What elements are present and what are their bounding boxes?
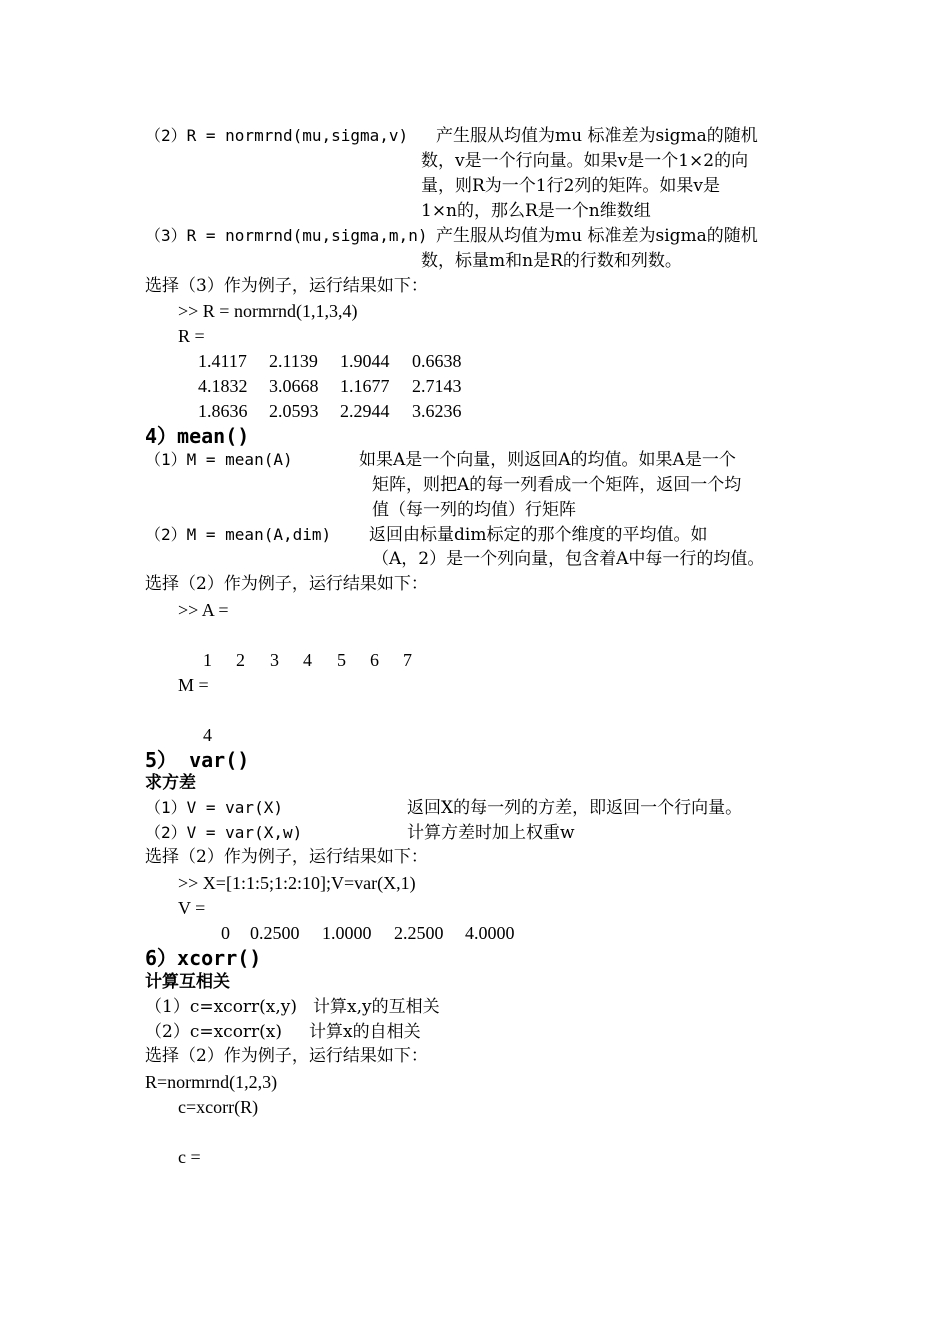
array-value: 4 <box>303 650 312 670</box>
xcorr-item2-desc: 计算x的自相关 <box>309 1022 421 1042</box>
result-value: 0 <box>221 923 230 943</box>
mean-command: >> A = <box>178 600 229 620</box>
mean-result-value: 4 <box>203 725 212 745</box>
normrnd-item2-desc-line1: 产生服从均值为mu 标准差为sigma的随机 <box>436 126 758 146</box>
mean-item1-signature: （1）M = mean(A) <box>145 450 293 469</box>
mean-item2-desc-line1: 返回由标量dim标定的那个维度的平均值。如 <box>369 525 708 545</box>
matrix-cell: 1.4117 <box>198 351 247 371</box>
mean-item2-signature: （2）M = mean(A,dim) <box>145 525 332 544</box>
matrix-cell: 0.6638 <box>412 351 462 371</box>
normrnd-example-intro: 选择（3）作为例子，运行结果如下： <box>145 276 428 296</box>
array-value: 6 <box>370 650 379 670</box>
normrnd-item2-desc-line4: 1×n的，那么R是一个n维数组 <box>421 201 651 221</box>
normrnd-item2-signature: （2）R = normrnd(mu,sigma,v) <box>145 126 409 145</box>
xcorr-result-label: c = <box>178 1147 201 1167</box>
mean-item1-desc-line2: 矩阵，则把A的每一列看成一个矩阵，返回一个均 <box>372 475 742 495</box>
array-value: 7 <box>403 650 412 670</box>
result-value: 0.2500 <box>250 923 300 943</box>
xcorr-command-1: R=normrnd(1,2,3) <box>145 1072 278 1092</box>
var-item2-desc: 计算方差时加上权重w <box>407 823 575 843</box>
xcorr-item1-signature: （1）c=xcorr(x,y) <box>145 997 298 1017</box>
normrnd-item2-desc-line2: 数，v是一个行向量。如果v是一个1×2的向 <box>421 151 749 171</box>
matrix-cell: 2.1139 <box>269 351 318 371</box>
xcorr-subheading: 计算互相关 <box>145 972 230 992</box>
normrnd-command: >> R = normrnd(1,1,3,4) <box>178 301 358 321</box>
result-value: 4.0000 <box>465 923 515 943</box>
var-result-label: V = <box>178 898 206 918</box>
mean-item1-desc-line1: 如果A是一个向量，则返回A的均值。如果A是一个 <box>359 450 736 470</box>
array-value: 2 <box>236 650 245 670</box>
xcorr-example-intro: 选择（2）作为例子，运行结果如下： <box>145 1046 428 1066</box>
var-subheading: 求方差 <box>145 773 196 793</box>
mean-item1-desc-line3: 值（每一列的均值）行矩阵 <box>372 500 576 520</box>
normrnd-item2-desc-line3: 量，则R为一个1行2列的矩阵。如果v是 <box>421 176 721 196</box>
mean-example-intro: 选择（2）作为例子，运行结果如下： <box>145 574 428 594</box>
mean-result-label: M = <box>178 675 209 695</box>
var-command: >> X=[1:1:5;1:2:10];V=var(X,1) <box>178 873 416 893</box>
matrix-cell: 1.1677 <box>340 376 390 396</box>
matrix-cell: 2.2944 <box>340 401 390 421</box>
var-example-intro: 选择（2）作为例子，运行结果如下： <box>145 847 428 867</box>
section-heading-mean: 4）mean() <box>145 424 250 448</box>
result-value: 2.2500 <box>394 923 444 943</box>
normrnd-item3-desc-line1: 产生服从均值为mu 标准差为sigma的随机 <box>436 226 758 246</box>
xcorr-item2-signature: （2）c=xcorr(x) <box>145 1022 283 1042</box>
mean-item2-desc-line2: （A，2）是一个列向量，包含着A中每一行的均值。 <box>372 549 765 569</box>
section-heading-var: 5） var() <box>145 748 250 772</box>
xcorr-command-2: c=xcorr(R) <box>178 1097 259 1117</box>
normrnd-result-label: R = <box>178 326 205 346</box>
array-value: 3 <box>270 650 279 670</box>
matrix-cell: 3.6236 <box>412 401 462 421</box>
var-item2-signature: （2）V = var(X,w) <box>145 823 303 842</box>
matrix-cell: 4.1832 <box>198 376 248 396</box>
matrix-cell: 1.8636 <box>198 401 248 421</box>
normrnd-item3-signature: （3）R = normrnd(mu,sigma,m,n) <box>145 226 428 245</box>
result-value: 1.0000 <box>322 923 372 943</box>
matrix-cell: 3.0668 <box>269 376 319 396</box>
matrix-cell: 2.0593 <box>269 401 319 421</box>
var-item1-signature: （1）V = var(X) <box>145 798 283 817</box>
section-heading-xcorr: 6）xcorr() <box>145 946 262 970</box>
array-value: 1 <box>203 650 212 670</box>
var-item1-desc: 返回X的每一列的方差，即返回一个行向量。 <box>407 798 743 818</box>
array-value: 5 <box>337 650 346 670</box>
normrnd-item3-desc-line2: 数，标量m和n是R的行数和列数。 <box>421 251 682 271</box>
matrix-cell: 1.9044 <box>340 351 390 371</box>
xcorr-item1-desc: 计算x,y的互相关 <box>313 997 440 1017</box>
matrix-cell: 2.7143 <box>412 376 462 396</box>
